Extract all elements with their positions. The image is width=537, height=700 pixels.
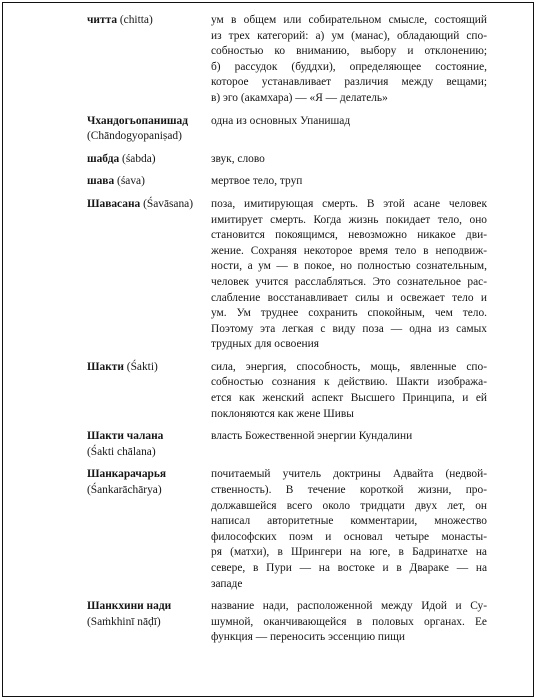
entry-term [87,360,211,422]
entry-term-head [87,467,211,483]
glossary-entries [87,13,487,653]
term-russian: Шакти [87,360,124,373]
definition-line: которое устанавливает различия между вещами; [211,76,487,89]
definition-line: власть Божественной энергии Кундалини [211,430,413,443]
definition-line: слабление восстанавливает силы и освежает тело и [211,291,487,304]
entry-term [87,599,211,646]
definition-line: собностью сознания к действию. Шакти изобража- [211,376,487,389]
definition-line: сила, энергия, способность, мощь, явленные спо- [211,360,487,373]
definition-line: одна из основных Упанишад [211,114,351,127]
glossary-entry [87,429,487,460]
term-transliteration: (Śakti chālana) [87,445,156,458]
definition-line: философских поэм и основал четыре монасты- [211,530,487,543]
entry-term-head [87,152,211,168]
glossary-entry [87,174,487,190]
term-russian: Шавасана [87,197,141,210]
definition-line: название нади, расположенной между Идой и Су- [211,600,487,613]
entry-definition [211,467,487,592]
definition-line: поза, имитирующая смерть. В этой асане человек [211,197,487,210]
term-transliteration: (śava) [117,175,145,188]
term-russian: шава [87,175,115,188]
term-russian: шабда [87,152,120,165]
definition-line: поклоняются как жене Шивы [211,407,354,420]
glossary-entry [87,467,487,592]
definition-line: шумной, оканчивающейся в половых органах. Ее [211,615,487,628]
term-russian: Шакти чалана [87,430,164,443]
definition-line: Поэтому эта легкая с виду поза — одна из самых [211,322,487,335]
term-transliteration: (Śankarāchārya) [87,484,162,497]
term-transliteration: (Chāndogyopaniṣad) [87,130,182,143]
glossary-entry [87,114,487,145]
entry-term [87,467,211,592]
definition-line: должавшейся всего около тридцати двух лет, он [211,499,487,512]
glossary-entry [87,13,487,107]
entry-term-head [87,599,211,615]
definition-line: почитаемый учитель доктрины Адвайта (недвой- [211,468,487,481]
definition-line: звук, слово [211,152,265,165]
definition-line: западе [211,577,243,590]
entry-definition [211,599,487,646]
term-transliteration: (Śavāsana) [143,197,194,210]
definition-line: имитирует смерть. Когда жизнь покидает тело, оно [211,213,487,226]
term-russian: Чхандогьопанишад [87,114,188,127]
definition-line: жение. Сохраняя некоторое время тело в неподвиж- [211,244,487,257]
entry-definition [211,152,487,168]
definition-line: функция — переносить эссенцию пищи [211,631,405,644]
entry-term [87,197,211,353]
glossary-entry [87,197,487,353]
definition-line: мертвое тело, труп [211,175,303,188]
entry-term [87,174,211,190]
definition-line: ности, а ум — в покое, но полностью сознательным, [211,260,487,273]
entry-definition [211,13,487,107]
entry-term [87,114,211,145]
definition-line: в) эго (акамхара) — «Я — делатель» [211,91,388,104]
definition-line: из трех категорий: а) ум (манас), обладающий спо- [211,29,487,42]
entry-definition [211,429,487,460]
term-russian: Шанкхини нади [87,600,172,613]
glossary-entry [87,599,487,646]
definition-line: написал авторитетные комментарии, множество [211,515,487,528]
definition-line: б) рассудок (буддхи), определяющее состояние, [211,60,487,73]
entry-definition [211,360,487,422]
entry-term-head [87,197,211,213]
entry-term [87,152,211,168]
entry-definition [211,174,487,190]
definition-line: ум в общем или собирательном смысле, состоящий [211,14,487,26]
definition-line: собностью ко вниманию, выбору и отклонению; [211,45,487,58]
definition-line: ственность). В течение короткой жизни, про- [211,484,487,497]
definition-line: человек учится расслабляться. Это сознательное рас- [211,275,487,288]
entry-term-head [87,429,211,445]
glossary-entry [87,360,487,422]
entry-term-head [87,114,211,130]
definition-line: ум. Ум труднее сохранить спокойным, чем тело. [211,307,487,320]
glossary-entry [87,152,487,168]
term-transliteration: (Śakti) [126,360,158,373]
entry-term-head [87,13,211,29]
term-transliteration: (Saṁkhinī nāḍī) [87,615,161,628]
definition-line: ется как женский аспект Высшего Принципа, и ей [211,392,487,405]
term-transliteration: (śabda) [122,152,156,165]
term-russian: читта [87,14,118,26]
term-russian: Шанкарачарья [87,468,167,481]
definition-line: ря (матхи), в Шрингери на юге, в Бадринатхе на [211,546,487,559]
definition-line: становится покоящимся, невозможно никакое дви- [211,229,487,242]
entry-definition [211,197,487,353]
entry-definition [211,114,487,145]
entry-term [87,429,211,460]
entry-term [87,13,211,107]
definition-line: трудных для освоения [211,338,319,351]
entry-term-head [87,174,211,190]
entry-term-head [87,360,211,376]
definition-line: севере, в Пури — на востоке и в Дваракe — на [211,562,487,574]
term-transliteration: (chitta) [119,14,153,26]
